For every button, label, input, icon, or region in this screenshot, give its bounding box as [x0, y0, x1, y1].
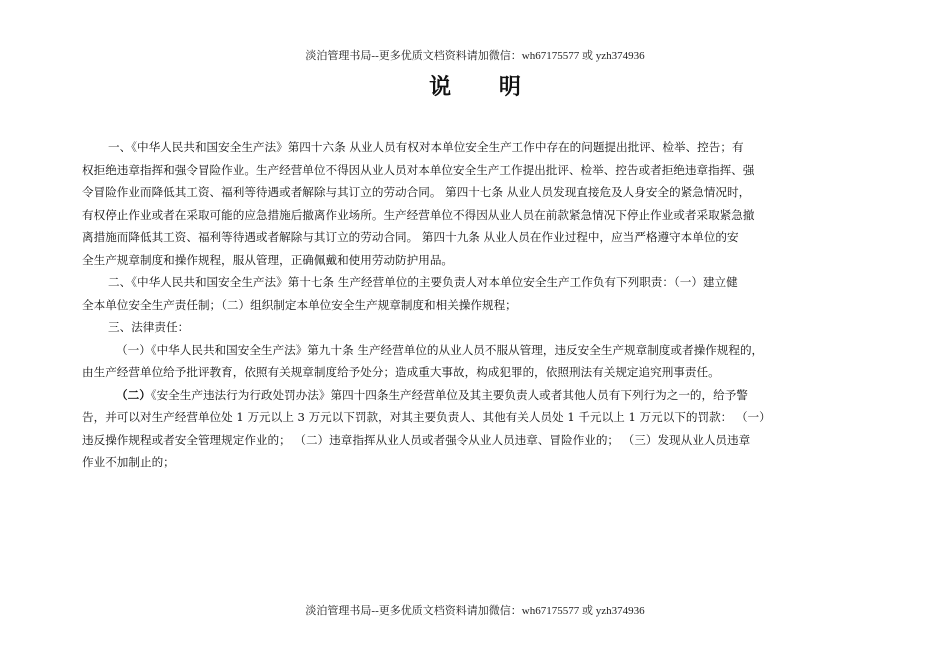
paragraph-1-line: 权拒绝违章指挥和强令冒险作业。生产经营单位不得因从业人员对本单位安全生产工作提出批评、检举、控告或者拒绝违章指挥、强: [82, 162, 755, 177]
paragraph-1-line: 令冒险作业而降低其工资、福利等待遇或者解除与其订立的劳动合同。 第四十七条 从业人员发现直接危及人身安全的紧急情况时，: [82, 185, 751, 199]
paragraph-1-line: 全生产规章制度和操作规程，服从管理，正确佩戴和使用劳动防护用品。: [82, 252, 454, 267]
page-title: 说 明: [429, 74, 541, 100]
paragraph-5-line: 作业不加制止的；: [82, 455, 175, 469]
paragraph-5-line: 违反操作规程或者安全管理规定作业的； （二）违章指挥从业人员或者强令从业人员违章、冒险作业的； （三）发现从业人员违章: [82, 432, 751, 447]
paragraph-2-line: 全本单位安全生产责任制；（二）组织制定本单位安全生产规章制度和相关操作规程；: [82, 297, 517, 312]
paragraph-5-first-line: [82, 384, 872, 407]
paragraph-5-line: 《安全生产违法行为行政处罚办法》第四十四条生产经营单位及其主要负责人或者其他人员有下列行为之一的，给予警: [150, 387, 748, 402]
page-footer: 淡泊管理书局--更多优质文档资料请加微信：wh67175577 或 yzh374936: [305, 605, 645, 617]
document-body: [82, 136, 872, 474]
paragraph-5-line: 告，并可以对生产经营单位处 1 万元以上 3 万元以下罚款，对其主要负责人、其他有关人员处 1 千元以上 1 万元以下的罚款： （一）: [82, 410, 771, 424]
paragraph-5-lead: （二）: [116, 387, 151, 402]
page-header: 淡泊管理书局--更多优质文档资料请加微信：wh67175577 或 yzh374936: [305, 50, 645, 62]
paragraph-4-line: 由生产经营单位给予批评教育，依照有关规章制度给予处分；造成重大事故，构成犯罪的，依照刑法有关规定追究刑事责任。: [82, 365, 720, 379]
paragraph-3-line: 三、法律责任：: [108, 320, 190, 334]
paragraph-1-line: 一、《中华人民共和国安全生产法》第四十六条 从业人员有权对本单位安全生产工作中存在的问题提出批评、检举、控告；有: [108, 140, 744, 154]
paragraph-2-line: 二、《中华人民共和国安全生产法》第十七条 生产经营单位的主要负责人对本单位安全生产工作负有下列职责：（一）建立健: [108, 275, 738, 289]
paragraph-1-line: 离措施而降低其工资、福利等待遇或者解除与其订立的劳动合同。 第四十九条 从业人员在作业过程中，应当严格遵守本单位的安: [82, 230, 739, 244]
paragraph-4-line: （一）《中华人民共和国安全生产法》第九十条 生产经营单位的从业人员不服从管理，违反安全生产规章制度或者操作规程的，: [116, 342, 764, 357]
paragraph-1-line: 有权停止作业或者在采取可能的应急措施后撤离作业场所。生产经营单位不得因从业人员在前款紧急情况下停止作业或者采取紧急撤: [82, 207, 755, 222]
